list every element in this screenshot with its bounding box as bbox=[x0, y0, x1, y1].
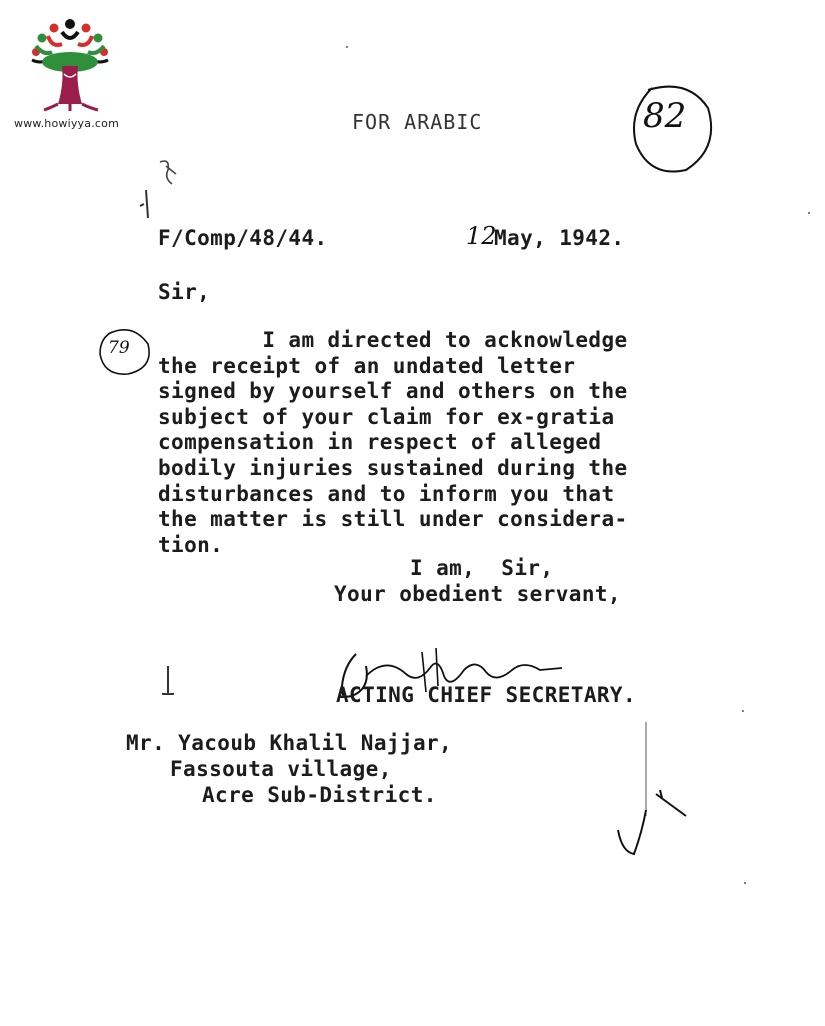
closing-line-1: I am, Sir, bbox=[410, 556, 554, 580]
body-line: subject of your claim for ex-gratia bbox=[158, 404, 615, 429]
corner-pen-mark-icon bbox=[130, 156, 190, 226]
closing-line-2: Your obedient servant, bbox=[334, 582, 621, 606]
date-day-handwritten: 12 bbox=[466, 222, 497, 250]
body-line: tion. bbox=[158, 532, 224, 557]
addressee-name: Mr. Yacoub Khalil Najjar, bbox=[126, 731, 453, 755]
body-line: the matter is still under considera- bbox=[158, 507, 628, 532]
reference-number: F/Comp/48/44. bbox=[158, 226, 328, 250]
signature-title: ACTING CHIEF SECRETARY. bbox=[336, 683, 636, 707]
body-line: bodily injuries sustained during the bbox=[158, 455, 628, 480]
check-mark-icon bbox=[612, 720, 692, 860]
margin-tick-icon bbox=[160, 664, 180, 698]
family-tree-icon bbox=[22, 14, 118, 114]
paper-speck bbox=[744, 882, 746, 884]
letter-date: May, 1942. bbox=[494, 226, 625, 250]
header-title: FOR ARABIC bbox=[352, 110, 483, 134]
paper-speck bbox=[742, 710, 744, 712]
body-line: the receipt of an undated letter bbox=[158, 353, 576, 378]
salutation: Sir, bbox=[158, 280, 211, 304]
letter-body bbox=[158, 328, 718, 558]
tree-icon bbox=[42, 52, 98, 111]
logo-site-url: www.howiyya.com bbox=[14, 117, 119, 130]
margin-note: 79 bbox=[108, 338, 130, 358]
body-line: signed by yourself and others on the bbox=[158, 379, 628, 404]
body-line: disturbances and to inform you that bbox=[158, 481, 615, 506]
paper-speck bbox=[808, 212, 810, 214]
folio-note: 82 bbox=[643, 96, 687, 136]
paper-speck bbox=[346, 46, 348, 48]
addressee-district: Acre Sub-District. bbox=[202, 783, 437, 807]
body-line: I am directed to acknowledge bbox=[158, 328, 628, 352]
body-line: compensation in respect of alleged bbox=[158, 430, 602, 455]
addressee-village: Fassouta village, bbox=[170, 757, 392, 781]
